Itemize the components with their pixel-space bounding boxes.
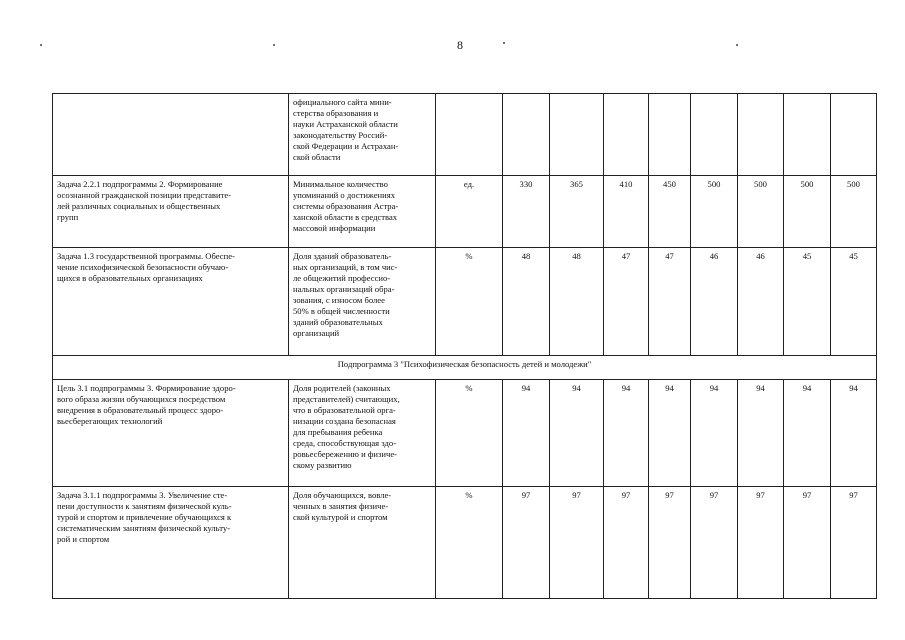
goal-cell: Задача 2.2.1 подпрограммы 2. Формирование осознанной гражданской позиции представите- лей различных социальных и общественных групп — [53, 176, 289, 248]
value-cell: 94 — [784, 380, 831, 487]
value-cell: 450 — [649, 176, 691, 248]
page-number: 8 — [457, 38, 463, 52]
value-cell — [550, 94, 604, 176]
value-cell: 97 — [831, 487, 877, 599]
value-cell — [604, 94, 649, 176]
scan-speck — [736, 44, 738, 46]
unit-cell: % — [436, 248, 503, 356]
value-cell: 97 — [738, 487, 784, 599]
goal-cell: Задача 3.1.1 подпрограммы 3. Увеличение сте- пени доступности к занятиям физической куль- турой и спортом и привлечение обучающихся к систематическим занятиям физической культу- рой и спортом — [53, 487, 289, 599]
value-cell: 97 — [691, 487, 738, 599]
value-cell: 47 — [649, 248, 691, 356]
unit-cell: ед. — [436, 176, 503, 248]
scan-speck — [40, 44, 42, 46]
value-cell: 410 — [604, 176, 649, 248]
value-cell — [784, 94, 831, 176]
value-cell: 47 — [604, 248, 649, 356]
indicator-cell: Минимальное количество упоминаний о достижениях системы образования Астра- ханской области в средствах массовой информации — [289, 176, 436, 248]
value-cell — [831, 94, 877, 176]
table-row — [53, 380, 877, 487]
value-cell: 94 — [831, 380, 877, 487]
indicator-cell: официального сайта мини- стерства образования и науки Астраханской области законодательству Россий- ской Федерации и Астрахан- ской области — [289, 94, 436, 176]
indicator-cell: Доля зданий образователь- ных организаций, в том чис- ле общежитий профессио- нальных организаций обра- зования, с износом более 50% в общей численности зданий образовательных организаций — [289, 248, 436, 356]
section-header-row — [53, 356, 877, 380]
scan-speck — [503, 42, 505, 44]
value-cell: 330 — [503, 176, 550, 248]
value-cell: 500 — [784, 176, 831, 248]
section-header: Подпрограмма 3 "Психофизическая безопасность детей и молодежи" — [53, 356, 877, 380]
value-cell: 97 — [784, 487, 831, 599]
table-row — [53, 487, 877, 599]
scan-speck — [273, 44, 275, 46]
value-cell: 48 — [503, 248, 550, 356]
goal-cell: Задача 1.3 государственной программы. Обеспе- чение психофизической безопасности обучаю- щихся в образовательных организациях — [53, 248, 289, 356]
table-row — [53, 248, 877, 356]
value-cell — [503, 94, 550, 176]
value-cell: 97 — [550, 487, 604, 599]
unit-cell — [436, 94, 503, 176]
value-cell: 97 — [503, 487, 550, 599]
value-cell: 94 — [604, 380, 649, 487]
value-cell: 94 — [550, 380, 604, 487]
goal-cell — [53, 94, 289, 176]
value-cell: 94 — [738, 380, 784, 487]
goal-cell: Цель 3.1 подпрограммы 3. Формирование здоро- вого образа жизни обучающихся посредством внедрения в образовательный процесс здоро- вьесберегающих технологий — [53, 380, 289, 487]
indicator-cell: Доля родителей (законных представителей) считающих, что в образовательной орга- низации создана безопасная для пребывания ребенка среда, способствующая здо- ровьесбережению и физиче- скому развитию — [289, 380, 436, 487]
value-cell: 94 — [649, 380, 691, 487]
value-cell — [738, 94, 784, 176]
value-cell: 46 — [691, 248, 738, 356]
unit-cell: % — [436, 380, 503, 487]
value-cell: 94 — [503, 380, 550, 487]
value-cell — [649, 94, 691, 176]
value-cell: 365 — [550, 176, 604, 248]
unit-cell: % — [436, 487, 503, 599]
value-cell: 500 — [831, 176, 877, 248]
value-cell: 500 — [691, 176, 738, 248]
value-cell: 97 — [604, 487, 649, 599]
table-row — [53, 176, 877, 248]
value-cell: 45 — [784, 248, 831, 356]
value-cell: 94 — [691, 380, 738, 487]
value-cell: 48 — [550, 248, 604, 356]
table-row — [53, 94, 877, 176]
value-cell: 97 — [649, 487, 691, 599]
value-cell: 46 — [738, 248, 784, 356]
indicator-cell: Доля обучающихся, вовле- ченных в занятия физиче- ской культурой и спортом — [289, 487, 436, 599]
value-cell: 500 — [738, 176, 784, 248]
value-cell: 45 — [831, 248, 877, 356]
indicators-table — [52, 93, 877, 599]
value-cell — [691, 94, 738, 176]
